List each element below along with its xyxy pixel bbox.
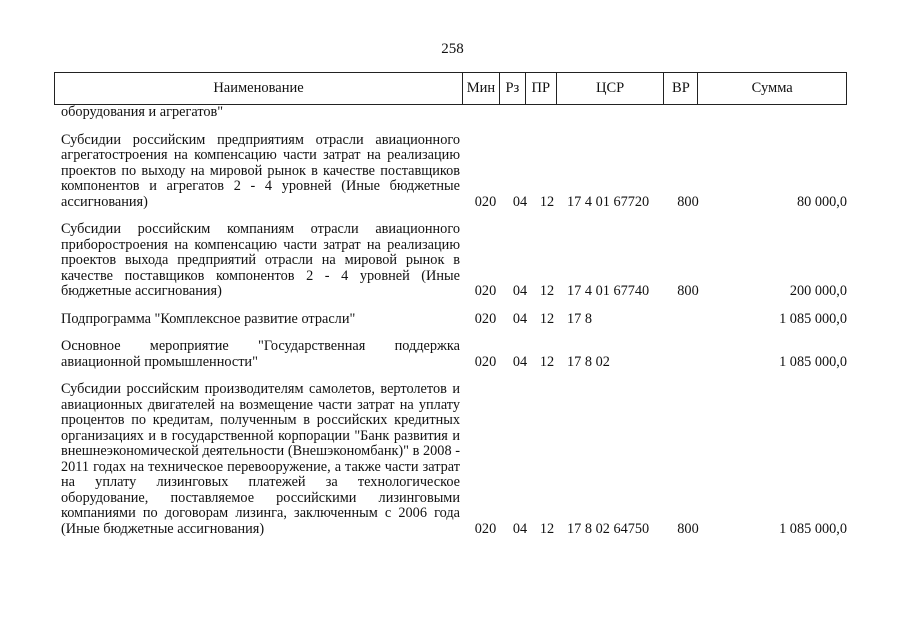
row-csr: 17 4 01 67740 [567, 283, 650, 299]
row-pr: 12 [539, 310, 555, 327]
column-header-min: Мин [463, 73, 500, 104]
row-csr: 17 8 02 [567, 353, 610, 370]
row-sum: 80 000,0 [796, 193, 847, 210]
table-row [54, 222, 847, 300]
column-header-csr: ЦСР [557, 73, 665, 104]
table-row [54, 382, 847, 537]
row-sum: 1 085 000,0 [779, 353, 847, 370]
row-csr: 17 8 02 64750 [567, 520, 650, 537]
row-name: Субсидии российским компаниям отрасли авиационного приборостроения на компенсацию части затрат на реализацию проектов выхода предприятий отрасли на мировой рынок в качестве поставщиков компонентов 2 - 4 уровней (Иные бюджетные ассигнования) [61, 221, 460, 299]
table-body [54, 105, 847, 549]
row-name: Субсидии российским производителям самолетов, вертолетов и авиационных двигателей на возмещение части затрат на уплату процентов по кредитам, полученным в российских кредитных организациях и в государственной корпорации "Банк развития и внешнеэкономической деятельности (Внешэкономбанк)" в 2008 - 2011 годах на техническое перевооружение, а также части затрат на уплату лизинговых платежей за технологическое оборудование, поставляемое российскими лизинговыми компаниями по договорам лизинга, заключенным с 2006 года (Иные бюджетные ассигнования) [61, 381, 460, 537]
column-header-pr: ПР [526, 73, 557, 104]
row-sum: 1 085 000,0 [779, 310, 847, 327]
row-rz: 04 [512, 520, 528, 537]
row-pr: 12 [539, 353, 555, 370]
row-name: Субсидии российским предприятиям отрасли авиационного агрегатостроения на компенсацию части затрат на реализацию проектов по выходу на мировой рынок в качестве поставщиков компонентов и агрегатов 2 - 4 уровней (Иные бюджетные ассигнования) [61, 131, 460, 210]
row-min: 020 [474, 310, 497, 327]
row-rz: 04 [512, 310, 528, 327]
row-vr: 800 [677, 193, 699, 210]
row-min: 020 [474, 353, 497, 370]
column-header-rz: Рз [500, 73, 526, 104]
table-row [54, 312, 847, 328]
page-number: 258 [441, 41, 464, 57]
row-min: 020 [474, 193, 497, 210]
row-pr: 12 [539, 283, 555, 299]
row-rz: 04 [512, 193, 528, 210]
row-vr: 800 [677, 283, 699, 299]
row-pr: 12 [539, 193, 555, 210]
row-vr: 800 [677, 520, 699, 537]
table-row [54, 105, 847, 121]
table-header [54, 72, 847, 105]
column-header-vr: ВР [664, 73, 698, 104]
row-name: оборудования и агрегатов" [61, 104, 224, 120]
row-pr: 12 [539, 520, 555, 537]
row-name: Подпрограмма "Комплексное развитие отрасли" [61, 310, 356, 327]
table-row [54, 339, 847, 370]
row-sum: 200 000,0 [789, 283, 847, 299]
row-min: 020 [474, 283, 497, 299]
row-csr: 17 8 [567, 310, 593, 327]
column-header-name: Наименование [55, 73, 463, 104]
row-csr: 17 4 01 67720 [567, 193, 650, 210]
table-row [54, 133, 847, 211]
column-header-sum: Сумма [751, 80, 793, 96]
row-rz: 04 [512, 353, 528, 370]
row-min: 020 [474, 520, 497, 537]
row-sum: 1 085 000,0 [779, 520, 847, 537]
row-name: Основное мероприятие "Государственная поддержка авиационной промышленности" [61, 338, 460, 370]
row-rz: 04 [512, 283, 528, 299]
